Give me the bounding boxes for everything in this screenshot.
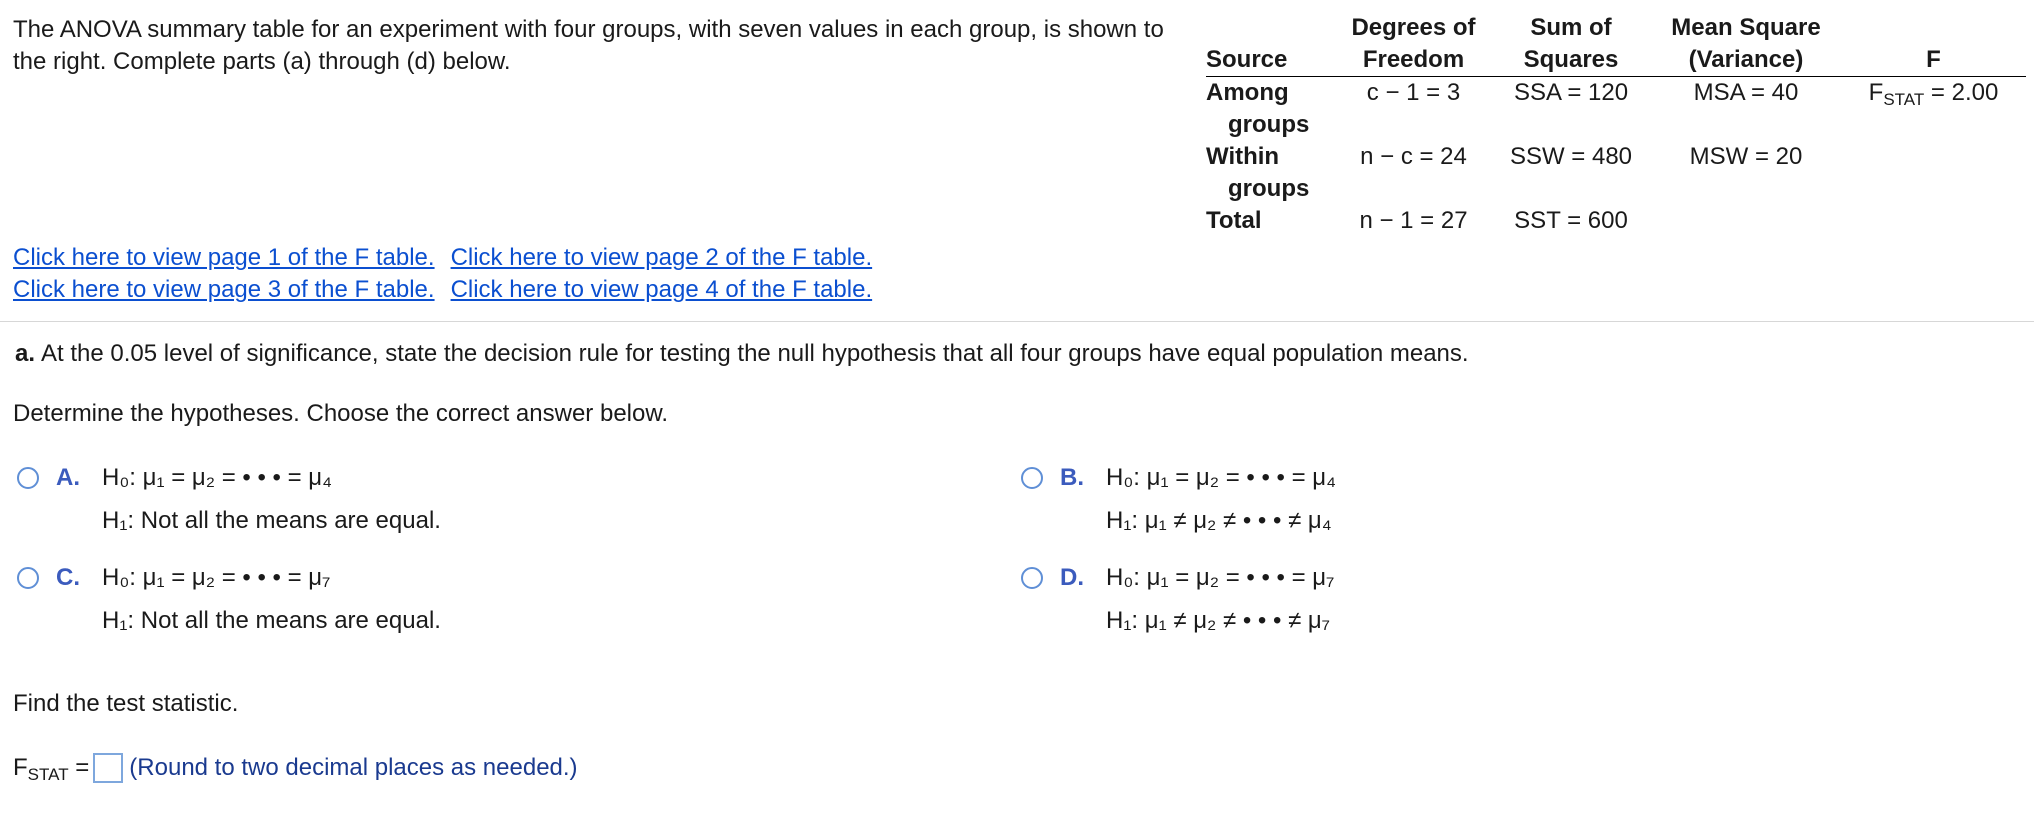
source-line1: Within [1206,143,1280,170]
option-a-radio[interactable] [17,467,39,489]
part-a-text: At the 0.05 level of significance, state the decision rule for testing the null hypothesis that all four groups have equal population means. [41,340,1469,367]
links-row-2 [13,274,872,306]
header-ss-line2: Squares [1523,46,1619,73]
row-df: c − 1 = 3 [1366,79,1461,106]
header-degrees-of-freedom [1336,12,1491,77]
header-df-line2: Freedom [1362,46,1465,73]
option-b-h0: H₀: μ₁ = μ₂ = • • • = μ₄ [1106,464,1336,491]
option-a-h1: H₁: Not all the means are equal. [102,507,441,534]
f-table-page-3-link[interactable]: Click here to view page 3 of the F table. [13,276,435,303]
header-mean-square [1651,12,1841,77]
row-ms [1651,205,1841,237]
table-header-row [1206,12,2026,77]
option-b-label[interactable]: B. [1060,464,1084,491]
row-source [1206,141,1336,205]
option-c-radio[interactable] [17,567,39,589]
f-value: = 2.00 [1924,79,1999,106]
table-row-total [1206,205,2026,237]
header-ms-line2: (Variance) [1688,46,1804,73]
row-ms: MSW = 20 [1689,143,1803,170]
header-ss-line1: Sum of [1530,14,1612,41]
section-divider [0,321,2034,322]
anova-table [1206,12,2026,237]
option-d-h1: H₁: μ₁ ≠ μ₂ ≠ • • • ≠ μ₇ [1106,607,1330,634]
row-f [1841,77,2026,142]
fstat-main: F [13,754,28,781]
f-sub: STAT [1883,90,1925,109]
f-table-page-2-link[interactable]: Click here to view page 2 of the F table. [450,244,873,271]
row-ss: SSW = 480 [1509,143,1633,170]
row-source [1206,205,1336,237]
option-d-radio[interactable] [1021,567,1043,589]
row-f [1841,141,2026,205]
row-df: n − 1 = 27 [1359,207,1468,234]
hypotheses-prompt: Determine the hypotheses. Choose the correct answer below. [13,400,669,427]
f-main: F [1868,79,1884,106]
header-sum-of-squares [1491,12,1651,77]
row-f [1841,205,2026,237]
row-df: n − c = 24 [1360,143,1467,170]
option-c-h1: H₁: Not all the means are equal. [102,607,441,634]
links-row-1 [13,242,872,274]
row-source [1206,77,1336,142]
row-ss: SSA = 120 [1513,79,1629,106]
option-a-label[interactable]: A. [56,464,80,491]
option-d-h0: H₀: μ₁ = μ₂ = • • • = μ₇ [1106,564,1335,591]
table-row-within [1206,141,2026,205]
source-line1: Total [1206,207,1262,234]
part-a-label: a. [15,340,36,367]
fstat-equals: = [68,754,90,781]
option-d-label[interactable]: D. [1060,564,1084,591]
f-table-page-4-link[interactable]: Click here to view page 4 of the F table. [450,276,873,303]
header-ms-line1: Mean Square [1671,14,1821,41]
header-df-line1: Degrees of [1351,14,1476,41]
fstat-sub: STAT [27,765,69,784]
source-line2: groups [1228,175,1310,202]
part-a-question [15,338,1469,370]
header-f: F [1926,46,1941,73]
fstat-label [13,752,89,784]
f-table-links [13,242,872,306]
f-table-page-1-link[interactable]: Click here to view page 1 of the F table. [13,244,435,271]
find-test-statistic-prompt: Find the test statistic. [13,690,239,717]
header-source: Source [1206,46,1288,73]
table-row-among [1206,77,2026,142]
option-c-h0: H₀: μ₁ = μ₂ = • • • = μ₇ [102,564,331,591]
option-c-label[interactable]: C. [56,564,80,591]
fstat-answer-input[interactable] [93,753,123,783]
option-b-h1: H₁: μ₁ ≠ μ₂ ≠ • • • ≠ μ₄ [1106,507,1332,534]
source-line1: Among [1206,79,1289,106]
fstat-answer-row [13,752,578,784]
row-ms: MSA = 40 [1693,79,1799,106]
option-b-radio[interactable] [1021,467,1043,489]
source-line2: groups [1228,111,1310,138]
row-ss: SST = 600 [1514,207,1628,234]
problem-intro: The ANOVA summary table for an experiment with four groups, with seven values in each group, is shown to the right. Complete parts (a) through (d) below. [13,16,1164,75]
option-a-h0: H₀: μ₁ = μ₂ = • • • = μ₄ [102,464,332,491]
rounding-hint: (Round to two decimal places as needed.) [129,754,578,781]
